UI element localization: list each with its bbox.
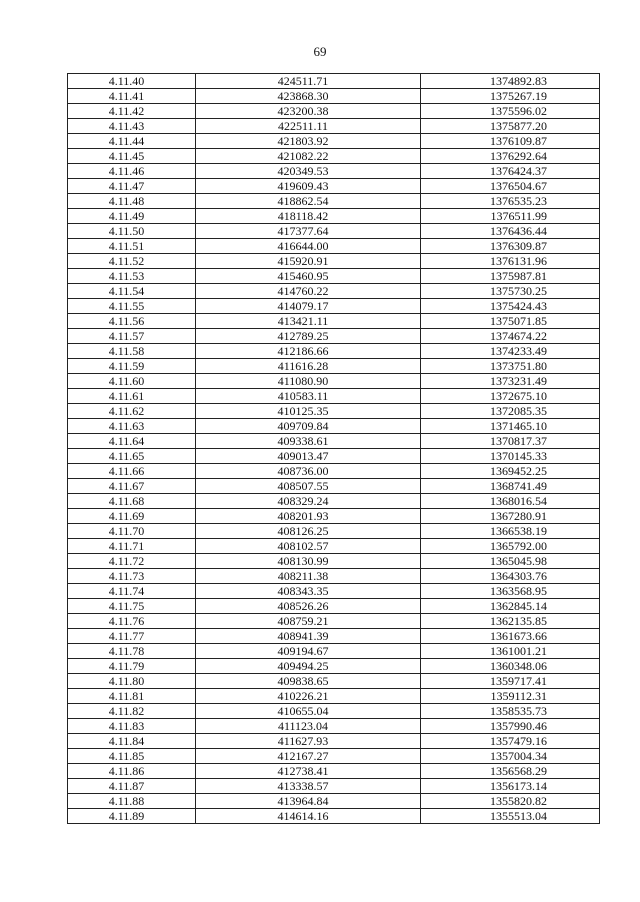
y-coordinate-cell: 1369452.25 [421, 464, 600, 479]
y-coordinate-cell: 1375424.43 [421, 299, 600, 314]
x-coordinate-cell: 414760.22 [196, 284, 421, 299]
x-coordinate-cell: 412738.41 [196, 764, 421, 779]
table-row [68, 644, 600, 659]
x-coordinate-cell: 408526.26 [196, 599, 421, 614]
point-number-cell: 4.11.72 [68, 554, 196, 569]
point-number-cell: 4.11.80 [68, 674, 196, 689]
point-number-cell: 4.11.57 [68, 329, 196, 344]
point-number-cell: 4.11.47 [68, 179, 196, 194]
table-row [68, 344, 600, 359]
x-coordinate-cell: 408759.21 [196, 614, 421, 629]
y-coordinate-cell: 1375267.19 [421, 89, 600, 104]
point-number-cell: 4.11.64 [68, 434, 196, 449]
point-number-cell: 4.11.62 [68, 404, 196, 419]
x-coordinate-cell: 410226.21 [196, 689, 421, 704]
point-number-cell: 4.11.77 [68, 629, 196, 644]
x-coordinate-cell: 408126.25 [196, 524, 421, 539]
x-coordinate-cell: 413338.57 [196, 779, 421, 794]
coordinates-table [67, 73, 600, 824]
x-coordinate-cell: 412789.25 [196, 329, 421, 344]
x-coordinate-cell: 410583.11 [196, 389, 421, 404]
y-coordinate-cell: 1357479.16 [421, 734, 600, 749]
table-row [68, 404, 600, 419]
point-number-cell: 4.11.45 [68, 149, 196, 164]
y-coordinate-cell: 1366538.19 [421, 524, 600, 539]
point-number-cell: 4.11.74 [68, 584, 196, 599]
y-coordinate-cell: 1376504.67 [421, 179, 600, 194]
x-coordinate-cell: 409494.25 [196, 659, 421, 674]
x-coordinate-cell: 408329.24 [196, 494, 421, 509]
x-coordinate-cell: 415460.95 [196, 269, 421, 284]
table-row [68, 134, 600, 149]
x-coordinate-cell: 410125.35 [196, 404, 421, 419]
point-number-cell: 4.11.73 [68, 569, 196, 584]
table-row [68, 434, 600, 449]
table-row [68, 599, 600, 614]
x-coordinate-cell: 413421.11 [196, 314, 421, 329]
x-coordinate-cell: 408201.93 [196, 509, 421, 524]
y-coordinate-cell: 1361001.21 [421, 644, 600, 659]
point-number-cell: 4.11.42 [68, 104, 196, 119]
point-number-cell: 4.11.69 [68, 509, 196, 524]
y-coordinate-cell: 1376436.44 [421, 224, 600, 239]
x-coordinate-cell: 409709.84 [196, 419, 421, 434]
point-number-cell: 4.11.56 [68, 314, 196, 329]
table-row [68, 389, 600, 404]
point-number-cell: 4.11.67 [68, 479, 196, 494]
y-coordinate-cell: 1361673.66 [421, 629, 600, 644]
table-row [68, 614, 600, 629]
page-number: 69 [313, 44, 327, 59]
y-coordinate-cell: 1359717.41 [421, 674, 600, 689]
point-number-cell: 4.11.52 [68, 254, 196, 269]
y-coordinate-cell: 1373751.80 [421, 359, 600, 374]
point-number-cell: 4.11.82 [68, 704, 196, 719]
table-body [68, 74, 600, 824]
x-coordinate-cell: 411080.90 [196, 374, 421, 389]
y-coordinate-cell: 1365045.98 [421, 554, 600, 569]
table-row [68, 419, 600, 434]
table-row [68, 119, 600, 134]
y-coordinate-cell: 1372085.35 [421, 404, 600, 419]
x-coordinate-cell: 413964.84 [196, 794, 421, 809]
x-coordinate-cell: 412167.27 [196, 749, 421, 764]
x-coordinate-cell: 414079.17 [196, 299, 421, 314]
x-coordinate-cell: 420349.53 [196, 164, 421, 179]
point-number-cell: 4.11.75 [68, 599, 196, 614]
y-coordinate-cell: 1357004.34 [421, 749, 600, 764]
table-row [68, 749, 600, 764]
x-coordinate-cell: 421082.22 [196, 149, 421, 164]
point-number-cell: 4.11.53 [68, 269, 196, 284]
table-row [68, 689, 600, 704]
point-number-cell: 4.11.59 [68, 359, 196, 374]
point-number-cell: 4.11.55 [68, 299, 196, 314]
y-coordinate-cell: 1362135.85 [421, 614, 600, 629]
y-coordinate-cell: 1375730.25 [421, 284, 600, 299]
x-coordinate-cell: 414614.16 [196, 809, 421, 824]
table-row [68, 554, 600, 569]
table-row [68, 509, 600, 524]
point-number-cell: 4.11.41 [68, 89, 196, 104]
table-row [68, 809, 600, 824]
y-coordinate-cell: 1370817.37 [421, 434, 600, 449]
table-row [68, 779, 600, 794]
x-coordinate-cell: 409838.65 [196, 674, 421, 689]
point-number-cell: 4.11.49 [68, 209, 196, 224]
table-row [68, 794, 600, 809]
table-row [68, 254, 600, 269]
y-coordinate-cell: 1375877.20 [421, 119, 600, 134]
table-row [68, 284, 600, 299]
point-number-cell: 4.11.44 [68, 134, 196, 149]
x-coordinate-cell: 411627.93 [196, 734, 421, 749]
y-coordinate-cell: 1355820.82 [421, 794, 600, 809]
y-coordinate-cell: 1364303.76 [421, 569, 600, 584]
y-coordinate-cell: 1370145.33 [421, 449, 600, 464]
x-coordinate-cell: 411123.04 [196, 719, 421, 734]
x-coordinate-cell: 422511.11 [196, 119, 421, 134]
point-number-cell: 4.11.58 [68, 344, 196, 359]
y-coordinate-cell: 1367280.91 [421, 509, 600, 524]
x-coordinate-cell: 421803.92 [196, 134, 421, 149]
point-number-cell: 4.11.65 [68, 449, 196, 464]
point-number-cell: 4.11.81 [68, 689, 196, 704]
x-coordinate-cell: 419609.43 [196, 179, 421, 194]
x-coordinate-cell: 408102.57 [196, 539, 421, 554]
table-row [68, 569, 600, 584]
y-coordinate-cell: 1374233.49 [421, 344, 600, 359]
y-coordinate-cell: 1373231.49 [421, 374, 600, 389]
table-row [68, 329, 600, 344]
y-coordinate-cell: 1375596.02 [421, 104, 600, 119]
y-coordinate-cell: 1376511.99 [421, 209, 600, 224]
y-coordinate-cell: 1356568.29 [421, 764, 600, 779]
point-number-cell: 4.11.87 [68, 779, 196, 794]
x-coordinate-cell: 423868.30 [196, 89, 421, 104]
y-coordinate-cell: 1365792.00 [421, 539, 600, 554]
table-row [68, 539, 600, 554]
point-number-cell: 4.11.71 [68, 539, 196, 554]
y-coordinate-cell: 1363568.95 [421, 584, 600, 599]
point-number-cell: 4.11.46 [68, 164, 196, 179]
x-coordinate-cell: 416644.00 [196, 239, 421, 254]
x-coordinate-cell: 409013.47 [196, 449, 421, 464]
x-coordinate-cell: 412186.66 [196, 344, 421, 359]
table-row [68, 164, 600, 179]
table-row [68, 764, 600, 779]
y-coordinate-cell: 1357990.46 [421, 719, 600, 734]
x-coordinate-cell: 418862.54 [196, 194, 421, 209]
point-number-cell: 4.11.50 [68, 224, 196, 239]
y-coordinate-cell: 1360348.06 [421, 659, 600, 674]
point-number-cell: 4.11.43 [68, 119, 196, 134]
point-number-cell: 4.11.66 [68, 464, 196, 479]
table-row [68, 449, 600, 464]
table-row [68, 719, 600, 734]
table-row [68, 179, 600, 194]
table-row [68, 704, 600, 719]
x-coordinate-cell: 409194.67 [196, 644, 421, 659]
y-coordinate-cell: 1358535.73 [421, 704, 600, 719]
table-row [68, 239, 600, 254]
table-row [68, 479, 600, 494]
point-number-cell: 4.11.86 [68, 764, 196, 779]
point-number-cell: 4.11.48 [68, 194, 196, 209]
x-coordinate-cell: 408130.99 [196, 554, 421, 569]
table-row [68, 224, 600, 239]
y-coordinate-cell: 1359112.31 [421, 689, 600, 704]
x-coordinate-cell: 411616.28 [196, 359, 421, 374]
table-row [68, 374, 600, 389]
point-number-cell: 4.11.40 [68, 74, 196, 89]
y-coordinate-cell: 1374892.83 [421, 74, 600, 89]
x-coordinate-cell: 409338.61 [196, 434, 421, 449]
x-coordinate-cell: 415920.91 [196, 254, 421, 269]
table-row [68, 674, 600, 689]
table-row [68, 74, 600, 89]
x-coordinate-cell: 408211.38 [196, 569, 421, 584]
y-coordinate-cell: 1362845.14 [421, 599, 600, 614]
y-coordinate-cell: 1372675.10 [421, 389, 600, 404]
table-row [68, 584, 600, 599]
table-row [68, 359, 600, 374]
x-coordinate-cell: 418118.42 [196, 209, 421, 224]
table-row [68, 734, 600, 749]
point-number-cell: 4.11.78 [68, 644, 196, 659]
table-row [68, 464, 600, 479]
table-row [68, 629, 600, 644]
point-number-cell: 4.11.79 [68, 659, 196, 674]
y-coordinate-cell: 1371465.10 [421, 419, 600, 434]
y-coordinate-cell: 1374674.22 [421, 329, 600, 344]
y-coordinate-cell: 1376535.23 [421, 194, 600, 209]
point-number-cell: 4.11.89 [68, 809, 196, 824]
point-number-cell: 4.11.61 [68, 389, 196, 404]
x-coordinate-cell: 423200.38 [196, 104, 421, 119]
x-coordinate-cell: 408736.00 [196, 464, 421, 479]
x-coordinate-cell: 417377.64 [196, 224, 421, 239]
table-row [68, 89, 600, 104]
table-row [68, 149, 600, 164]
point-number-cell: 4.11.51 [68, 239, 196, 254]
y-coordinate-cell: 1376309.87 [421, 239, 600, 254]
table-row [68, 314, 600, 329]
y-coordinate-cell: 1376424.37 [421, 164, 600, 179]
point-number-cell: 4.11.85 [68, 749, 196, 764]
y-coordinate-cell: 1356173.14 [421, 779, 600, 794]
point-number-cell: 4.11.70 [68, 524, 196, 539]
y-coordinate-cell: 1376131.96 [421, 254, 600, 269]
point-number-cell: 4.11.88 [68, 794, 196, 809]
table-row [68, 104, 600, 119]
table-row [68, 194, 600, 209]
point-number-cell: 4.11.63 [68, 419, 196, 434]
point-number-cell: 4.11.76 [68, 614, 196, 629]
table-row [68, 494, 600, 509]
y-coordinate-cell: 1368016.54 [421, 494, 600, 509]
point-number-cell: 4.11.54 [68, 284, 196, 299]
x-coordinate-cell: 410655.04 [196, 704, 421, 719]
table-row [68, 209, 600, 224]
x-coordinate-cell: 424511.71 [196, 74, 421, 89]
y-coordinate-cell: 1376109.87 [421, 134, 600, 149]
y-coordinate-cell: 1375071.85 [421, 314, 600, 329]
table-row [68, 269, 600, 284]
y-coordinate-cell: 1355513.04 [421, 809, 600, 824]
x-coordinate-cell: 408507.55 [196, 479, 421, 494]
point-number-cell: 4.11.68 [68, 494, 196, 509]
y-coordinate-cell: 1376292.64 [421, 149, 600, 164]
table-row [68, 299, 600, 314]
point-number-cell: 4.11.83 [68, 719, 196, 734]
x-coordinate-cell: 408941.39 [196, 629, 421, 644]
point-number-cell: 4.11.60 [68, 374, 196, 389]
table-row [68, 524, 600, 539]
x-coordinate-cell: 408343.35 [196, 584, 421, 599]
y-coordinate-cell: 1375987.81 [421, 269, 600, 284]
y-coordinate-cell: 1368741.49 [421, 479, 600, 494]
point-number-cell: 4.11.84 [68, 734, 196, 749]
table-row [68, 659, 600, 674]
